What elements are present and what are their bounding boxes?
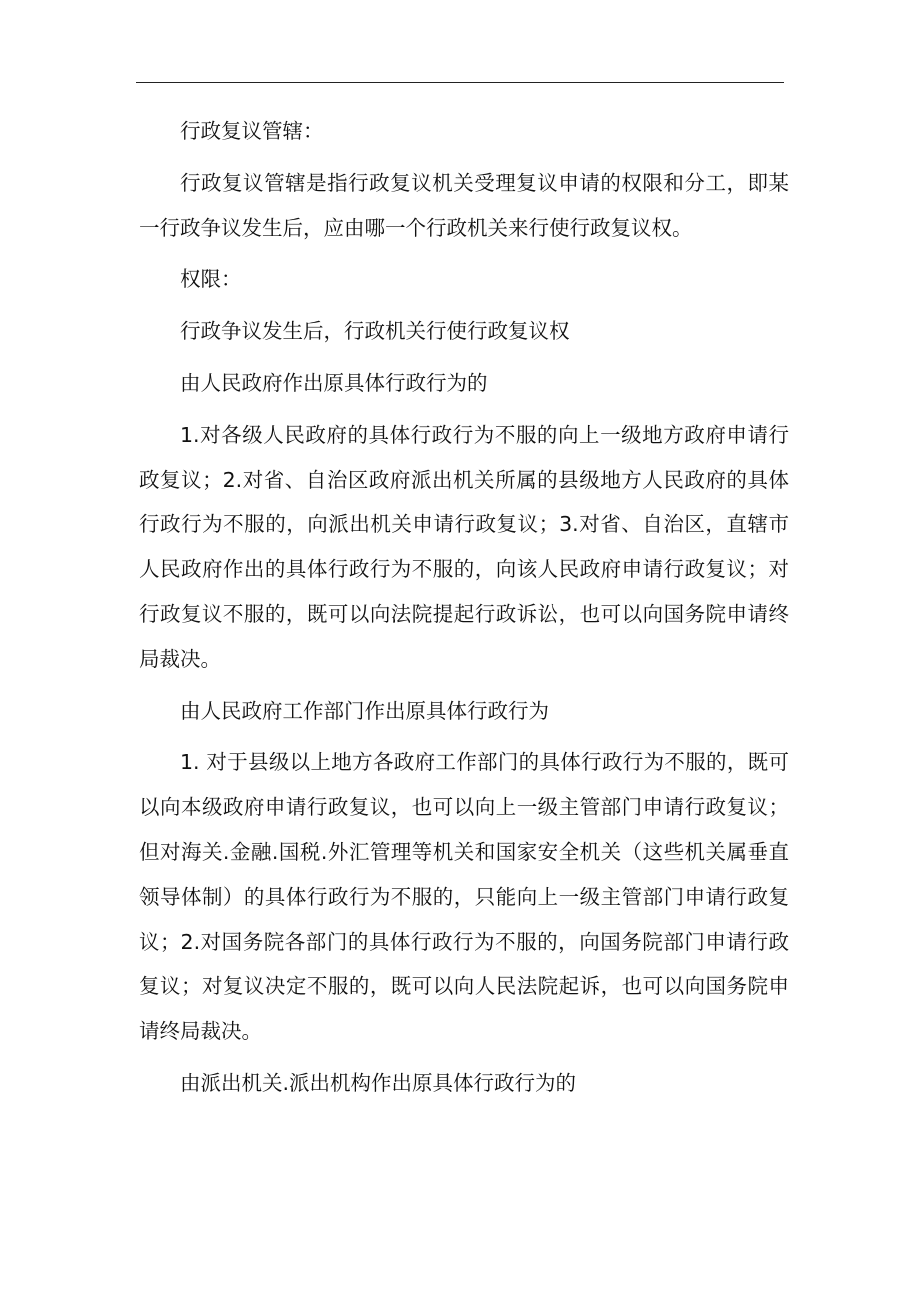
heading-jurisdiction: 行政复议管辖：: [180, 119, 324, 143]
document-body: [139, 109, 789, 1113]
heading-authority: 权限：: [180, 267, 242, 292]
heading-work-departments: 由人民政府工作部门作出原具体行政行为: [180, 698, 549, 723]
heading-people-government: 由人民政府作出原具体行政行为的: [180, 370, 488, 395]
heading-dispatched-agencies: 由派出机关.派出机构作出原具体行政行为的: [180, 1070, 577, 1095]
paragraph-authority: 行政争议发生后，行政机关行使行政复议权: [180, 319, 570, 344]
paragraph-definition: 行政复议管辖是指行政复议机关受理复议申请的权限和分工，即某一行政争议发生后，应由哪一个行政机关来行使行政复议权。: [139, 170, 789, 240]
paragraph-people-government: 1.对各级人民政府的具体行政行为不服的向上一级地方政府申请行政复议；2.对省、自治区政府派出机关所属的县级地方人民政府的具体行政行为不服的，向派出机关申请行政复议；3.对省、自治区，直辖市人民政府作出的具体行政行为不服的，向该人民政府申请行政复议；对行政复议不服的，既可以向法院提起行政诉讼，也可以向国务院申请终局裁决。: [139, 422, 789, 671]
header-rule: [136, 82, 784, 83]
paragraph-work-departments: 1. 对于县级以上地方各政府工作部门的具体行政行为不服的，既可以向本级政府申请行政复议，也可以向上一级主管部门申请行政复议；但对海关.金融.国税.外汇管理等机关和国家安全机关（这些机关属垂直领导体制）的具体行政行为不服的，只能向上一级主管部门申请行政复议；2.对国务院各部门的具体行政行为不服的，向国务院部门申请行政复议；对复议决定不服的，既可以向人民法院起诉，也可以向国务院申请终局裁决。: [139, 750, 789, 1044]
